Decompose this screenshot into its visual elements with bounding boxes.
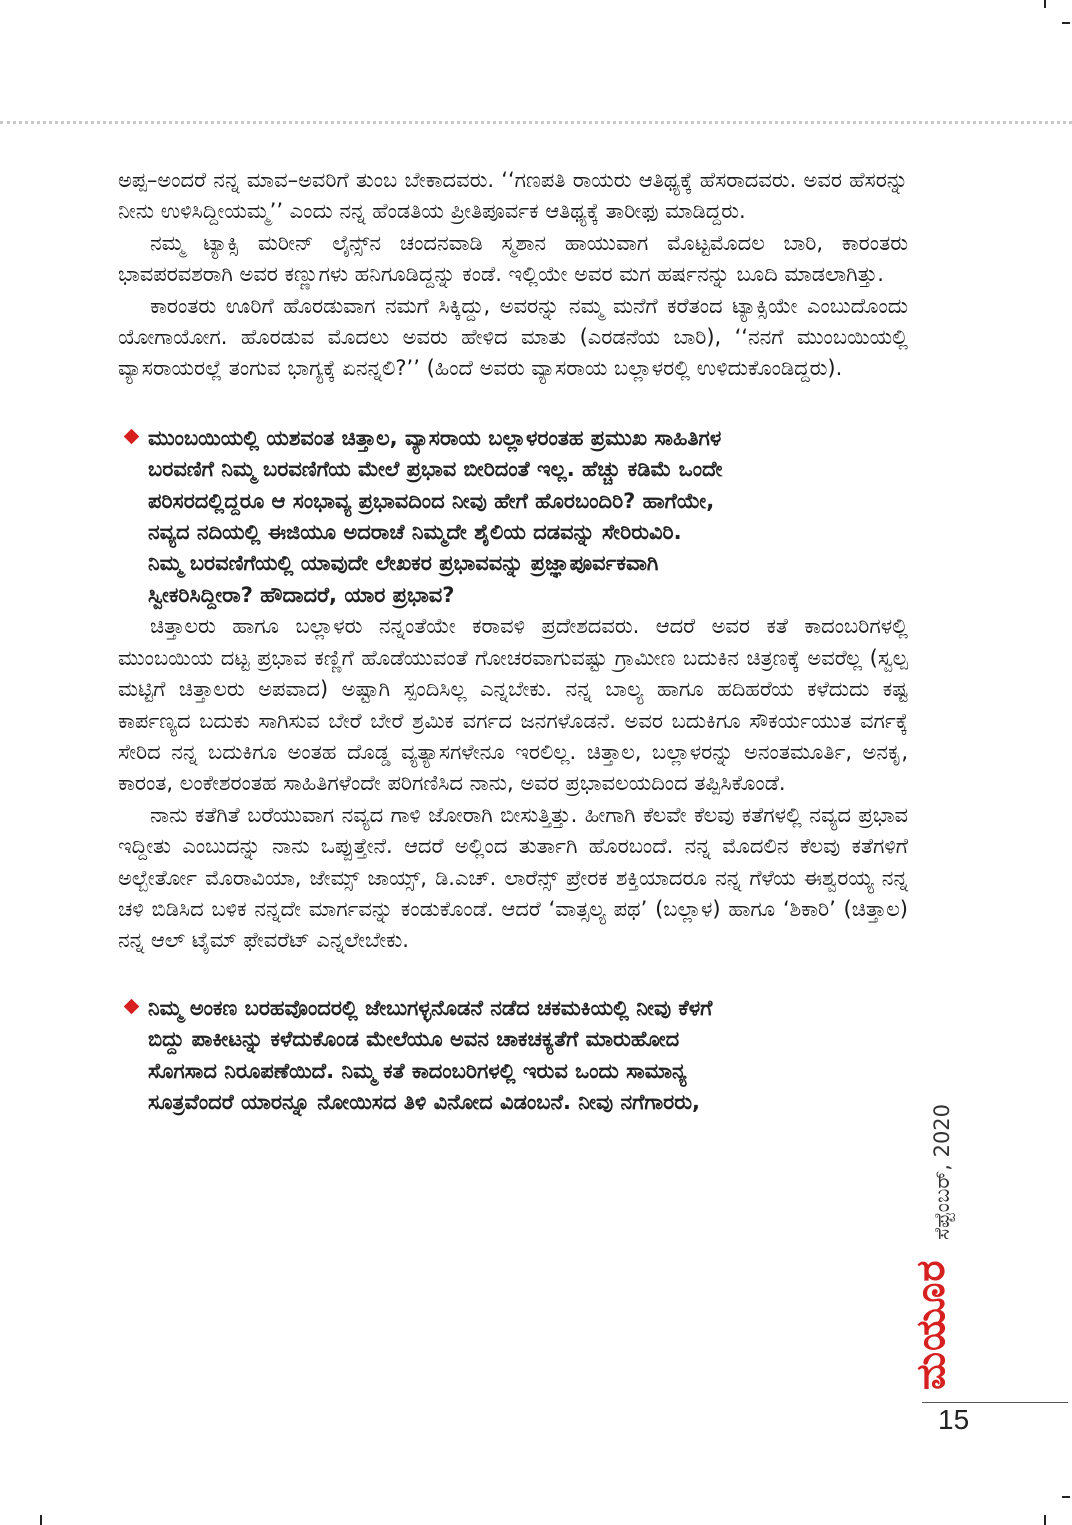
page-number: 15 bbox=[938, 1404, 970, 1435]
article-body bbox=[118, 165, 908, 1118]
question-line: ಬರವಣಿಗೆ ನಿಮ್ಮ ಬರವಣಿಗೆಯ ಮೇಲೆ ಪ್ರಭಾವ ಬೀರಿದಂತೆ ಇಲ್ಲ. ಹೆಚ್ಚು ಕಡಿಮೆ ಒಂದೇ bbox=[148, 457, 723, 482]
crop-mark-top-right bbox=[1062, 22, 1070, 24]
header-dotted-rule bbox=[0, 121, 1072, 124]
interview-question-2 bbox=[118, 993, 908, 1119]
issue-date: ಸೆಪ್ಟೆಂಬರ್, 2020 bbox=[930, 1103, 954, 1240]
question-line: ಪರಿಸರದಲ್ಲಿದ್ದರೂ ಆ ಸಂಭಾವ್ಯ ಪ್ರಭಾವದಿಂದ ನೀವು ಹೇಗೆ ಹೊರಬಂದಿರಿ? ಹಾಗೆಯೇ, bbox=[148, 488, 715, 513]
crop-mark-top bbox=[1044, 0, 1046, 8]
folio-rule bbox=[922, 1402, 1068, 1403]
question-line: ಸೊಗಸಾದ ನಿರೂಪಣೆಯಿದೆ. ನಿಮ್ಮ ಕತೆ ಕಾದಂಬರಿಗಳಲ್ಲಿ ಇರುವ ಒಂದು ಸಾಮಾನ್ಯ bbox=[148, 1058, 687, 1083]
crop-mark-bottom bbox=[1044, 1515, 1046, 1525]
question-line: ನಿಮ್ಮ ಬರವಣಿಗೆಯಲ್ಲಿ ಯಾವುದೇ ಲೇಖಕರ ಪ್ರಭಾವವನ್ನು ಪ್ರಜ್ಞಾಪೂರ್ವಕವಾಗಿ bbox=[148, 551, 659, 576]
crop-mark-bottom-left bbox=[40, 1515, 42, 1525]
answer-paragraph: ಚಿತ್ತಾಲರು ಹಾಗೂ ಬಲ್ಲಾಳರು ನನ್ನಂತೆಯೇ ಕರಾವಳಿ ಪ್ರದೇಶದವರು. ಆದರೆ ಅವರ ಕತೆ ಕಾದಂಬರಿಗಳಲ್ಲಿ ಮುಂಬಯಿಯ ದಟ್ಟ ಪ್ರಭಾವ ಕಣ್ಣಿಗೆ ಹೊಡೆಯುವಂತೆ ಗೋಚರವಾಗುವಷ್ಟು ಗ್ರಾಮೀಣ ಬದುಕಿನ ಚಿತ್ರಣಕ್ಕೆ ಅವರೆಲ್ಲ (ಸ್ವಲ್ಪ ಮಟ್ಟಿಗೆ ಚಿತ್ತಾಲರು ಅಪವಾದ) ಅಷ್ಟಾಗಿ ಸ್ಪಂದಿಸಿಲ್ಲ ಎನ್ನಬೇಕು. ನನ್ನ ಬಾಲ್ಯ ಹಾಗೂ ಹದಿಹರೆಯ ಕಳೆದುದು ಕಷ್ಟ ಕಾರ್ಪಣ್ಯದ ಬದುಕು ಸಾಗಿಸುವ ಬೇರೆ ಬೇರೆ ಶ್ರಮಿಕ ವರ್ಗದ ಜನಗಳೊಡನೆ. ಅವರ ಬದುಕಿಗೂ ಸೌಕರ್ಯಯುತ ವರ್ಗಕ್ಕೆ ಸೇರಿದ ನನ್ನ ಬದುಕಿಗೂ ಅಂತಹ ದೊಡ್ಡ ವ್ಯತ್ಯಾಸಗಳೇನೂ ಇರಲಿಲ್ಲ. ಚಿತ್ತಾಲ, ಬಲ್ಲಾಳರನ್ನು ಅನಂತಮೂರ್ತಿ, ಅನಕೃ, ಕಾರಂತ, ಲಂಕೇಶರಂತಹ ಸಾಹಿತಿಗಳೆಂದೇ ಪರಿಗಣಿಸಿದ ನಾನು, ಅವರ ಪ್ರಭಾವಲಯದಿಂದ ತಪ್ಪಿಸಿಕೊಂಡೆ. bbox=[118, 614, 908, 796]
question-line: ಬಿದ್ದು ಪಾಕೀಟನ್ನು ಕಳೆದುಕೊಂಡ ಮೇಲೆಯೂ ಅವನ ಚಾಕಚಕ್ಯತೆಗೆ ಮಾರುಹೋದ bbox=[148, 1027, 680, 1052]
paragraph: ಅಪ್ಪ–ಅಂದರೆ ನನ್ನ ಮಾವ–ಅವರಿಗೆ ತುಂಬ ಬೇಕಾದವರು. ‘‘ಗಣಪತಿ ರಾಯರು ಆತಿಥ್ಯಕ್ಕೆ ಹೆಸರಾದವರು. ಅವರ ಹೆಸರನ್ನು ನೀನು ಉಳಿಸಿದ್ದೀಯಮ್ಮ’’ ಎಂದು ನನ್ನ ಹೆಂಡತಿಯ ಪ್ರೀತಿಪೂರ್ವಕ ಆತಿಥ್ಯಕ್ಕೆ ತಾರೀಫು ಮಾಡಿದ್ದರು. bbox=[118, 168, 908, 224]
interview-question-1 bbox=[118, 423, 908, 611]
question-line: ನಿಮ್ಮ ಅಂಕಣ ಬರಹವೊಂದರಲ್ಲಿ ಜೇಬುಗಳ್ಳನೊಡನೆ ನಡೆದ ಚಕಮಕಿಯಲ್ಲಿ ನೀವು ಕೆಳಗೆ bbox=[148, 995, 713, 1020]
magazine-masthead: ಮಯೂರ bbox=[908, 1259, 954, 1390]
red-diamond-bullet-icon bbox=[124, 998, 140, 1014]
paragraph: ಕಾರಂತರು ಊರಿಗೆ ಹೊರಡುವಾಗ ನಮಗೆ ಸಿಕ್ಕಿದ್ದು, ಅವರನ್ನು ನಮ್ಮ ಮನೆಗೆ ಕರೆತಂದ ಟ್ಯಾಕ್ಸಿಯೇ ಎಂಬುದೊಂದು ಯೋಗಾಯೋಗ. ಹೊರಡುವ ಮೊದಲು ಅವರು ಹೇಳಿದ ಮಾತು (ಎರಡನೆಯ ಬಾರಿ), ‘‘ನನಗೆ ಮುಂಬಯಿಯಲ್ಲಿ ವ್ಯಾಸರಾಯರಲ್ಲೆ ತಂಗುವ ಭಾಗ್ಯಕ್ಕೆ ಏನನ್ನಲಿ?’’ (ಹಿಂದೆ ಅವರು ವ್ಯಾಸರಾಯ ಬಲ್ಲಾಳರಲ್ಲಿ ಉಳಿದುಕೊಂಡಿದ್ದರು). bbox=[118, 293, 908, 381]
question-line: ನವ್ಯದ ನದಿಯಲ್ಲಿ ಈಜಿಯೂ ಅದರಾಚೆ ನಿಮ್ಮದೇ ಶೈಲಿಯ ದಡವನ್ನು ಸೇರಿರುವಿರಿ. bbox=[148, 520, 682, 545]
question-line: ಮುಂಬಯಿಯಲ್ಲಿ ಯಶವಂತ ಚಿತ್ತಾಲ, ವ್ಯಾಸರಾಯ ಬಲ್ಲಾಳರಂತಹ ಪ್ರಮುಖ ಸಾಹಿತಿಗಳ bbox=[148, 425, 722, 450]
paragraph: ನಮ್ಮ ಟ್ಯಾಕ್ಸಿ ಮರೀನ್ ಲೈನ್ಸ್‌ನ ಚಂದನವಾಡಿ ಸ್ಮಶಾನ ಹಾಯುವಾಗ ಮೊಟ್ಟಮೊದಲ ಬಾರಿ, ಕಾರಂತರು ಭಾವಪರವಶರಾಗಿ ಅವರ ಕಣ್ಣುಗಳು ಹನಿಗೂಡಿದ್ದನ್ನು ಕಂಡೆ. ಇಲ್ಲಿಯೇ ಅವರ ಮಗ ಹರ್ಷನನ್ನು ಬೂದಿ ಮಾಡಲಾಗಿತ್ತು. bbox=[118, 230, 908, 287]
crop-mark-bottom-right bbox=[1062, 1496, 1070, 1498]
answer-paragraph: ನಾನು ಕತೆಗಿತೆ ಬರೆಯುವಾಗ ನವ್ಯದ ಗಾಳಿ ಜೋರಾಗಿ ಬೀಸುತ್ತಿತ್ತು. ಹೀಗಾಗಿ ಕೆಲವೇ ಕೆಲವು ಕತೆಗಳಲ್ಲಿ ನವ್ಯದ ಪ್ರಭಾವ ಇದ್ದೀತು ಎಂಬುದನ್ನು ನಾನು ಒಪ್ಪುತ್ತೇನೆ. ಆದರೆ ಅಲ್ಲಿಂದ ತುರ್ತಾಗಿ ಹೊರಬಂದೆ. ನನ್ನ ಮೊದಲಿನ ಕೆಲವು ಕತೆಗಳಿಗೆ ಅಲ್ಬೇರ್ತೋ ಮೊರಾವಿಯಾ, ಜೇಮ್ಸ್ ಜಾಯ್ಸ್, ಡಿ.ಎಚ್. ಲಾರೆನ್ಸ್ ಪ್ರೇರಕ ಶಕ್ತಿಯಾದರೂ ನನ್ನ ಗೆಳೆಯ ಈಶ್ವರಯ್ಯ ನನ್ನ ಚಳಿ ಬಿಡಿಸಿದ ಬಳಿಕ ನನ್ನದೇ ಮಾರ್ಗವನ್ನು ಕಂಡುಕೊಂಡೆ. ಆದರೆ ‘ವಾತ್ಸಲ್ಯ ಪಥ’ (ಬಲ್ಲಾಳ) ಹಾಗೂ ‘ಶಿಕಾರಿ’ (ಚಿತ್ತಾಲ) ನನ್ನ ಆಲ್ ಟೈಮ್ ಫೇವರೆಟ್ ಎನ್ನಲೇಬೇಕು. bbox=[118, 802, 908, 953]
red-diamond-bullet-icon bbox=[124, 429, 140, 445]
question-line: ಸ್ವೀಕರಿಸಿದ್ದೀರಾ? ಹೌದಾದರೆ, ಯಾರ ಪ್ರಭಾವ? bbox=[148, 582, 455, 607]
question-line: ಸೂತ್ರವೆಂದರೆ ಯಾರನ್ನೂ ನೋಯಿಸದ ತಿಳಿ ವಿನೋದ ವಿಡಂಬನೆ. ನೀವು ನಗೆಗಾರರು, bbox=[148, 1089, 700, 1114]
